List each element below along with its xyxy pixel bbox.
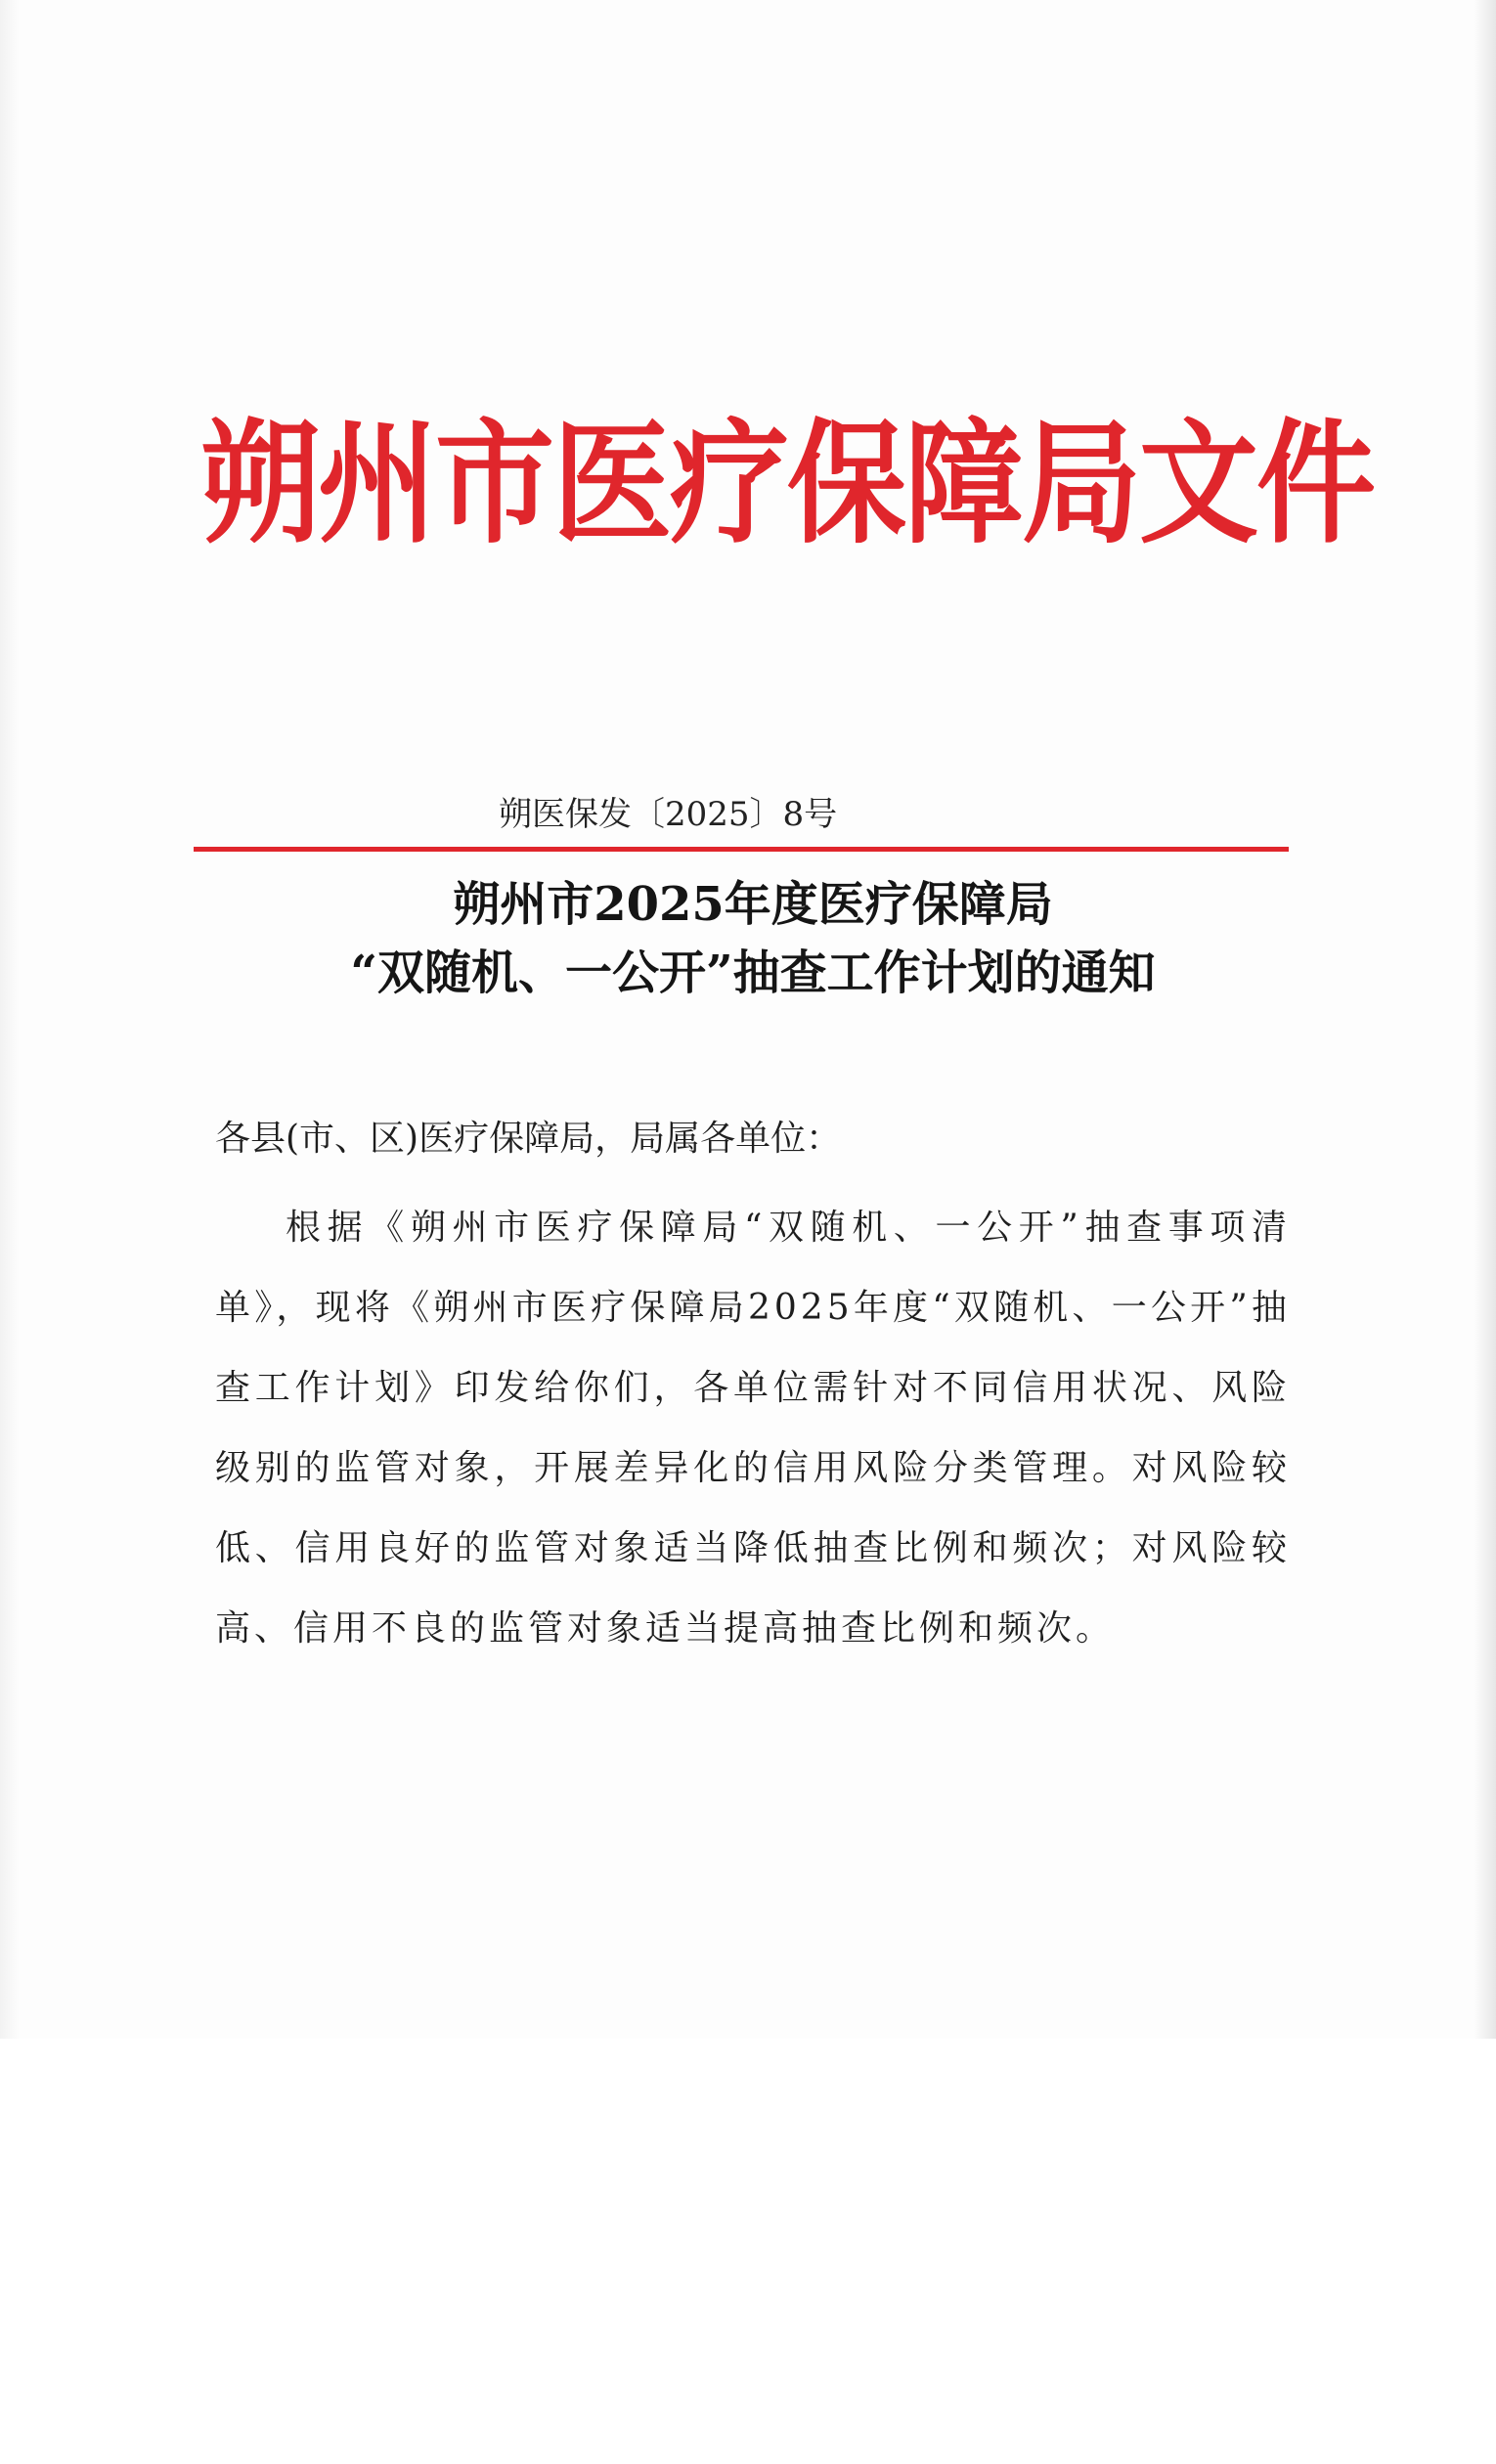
- masthead-title: 朔州市医疗保障局文件: [200, 406, 1374, 562]
- document-title-line-1: 朔州市2025年度医疗保障局: [453, 877, 1053, 932]
- page-scan-edge-right: [1474, 0, 1496, 2039]
- salutation: 各县(市、区)医疗保障局，局属各单位：: [215, 1119, 842, 1159]
- red-separator-line: [194, 847, 1289, 852]
- blank-area-below-page: [0, 2039, 1496, 2464]
- body-paragraph: 根据《朔州市医疗保障局“双随机、一公开”抽查事项清单》，现将《朔州市医疗保障局2025年度“双随机、一公开”抽查工作计划》印发给你们，各单位需针对不同信用状况、风险级别的监管对象，开展差异化的信用风险分类管理。对风险较低、信用良好的监管对象适当降低抽查比例和频次；对风险较高、信用不良的监管对象适当提高抽查比例和频次。: [215, 1208, 1291, 1649]
- document-title-line-2: “双随机、一公开”抽查工作计划的通知: [350, 946, 1156, 1000]
- page-scan-edge-left: [0, 0, 20, 2039]
- document-number: 朔医保发〔2025〕8号: [499, 795, 838, 834]
